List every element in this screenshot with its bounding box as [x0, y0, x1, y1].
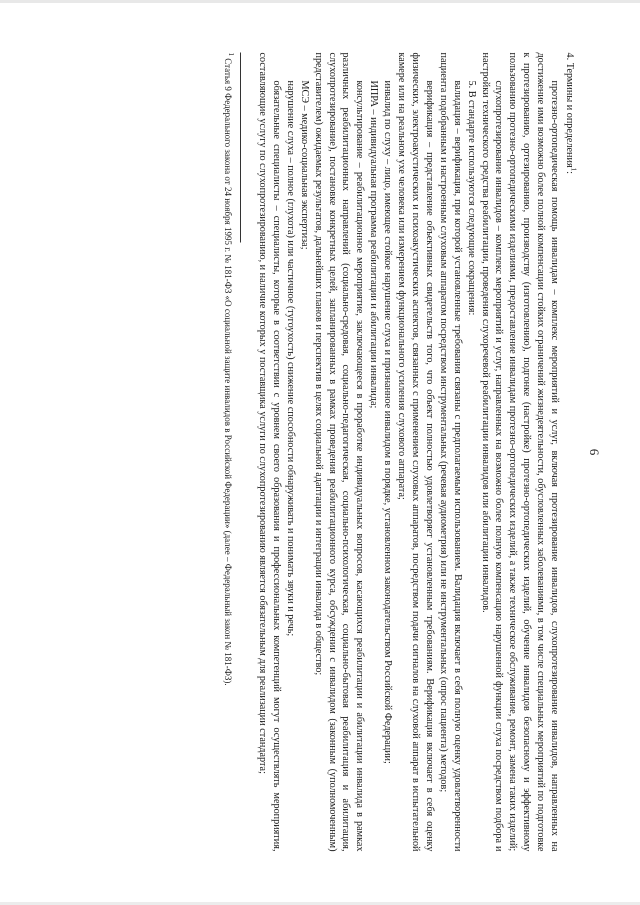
- document-body: [255, 53, 576, 852]
- footnote: [222, 53, 234, 852]
- page-number: 6: [587, 448, 602, 456]
- footnote-text: Статья 9 Федерального закона от 24 ноября 1995 г. № 181-ФЗ «О социальной защите инвалидов в Российской Федерации» (далее – Федеральный закон № 181-ФЗ).: [223, 56, 234, 686]
- definition-ipra: ИПРА – индивидуальная программа реабилитации и абилитации инвалида;: [368, 80, 380, 409]
- document-page: [30, 25, 610, 880]
- definition-hearing-disabled: инвалид по слуху – лицо, имеющее стойкое нарушение слуха и признанное инвалидом в порядке, установленном законодательством Российской Федерации;: [382, 80, 394, 764]
- section-heading: [562, 53, 576, 852]
- definition-hearing-prosthetics: слухопротезирование инвалидов – комплекс мероприятий и услуг, направленных на возможно более полную компенсацию нарушенной функции слуха посредством подбора и настройки технического средства реабилитации, проведения слухоречевой реабилитации инвалидов или абилитации инвалидов.: [479, 52, 505, 852]
- definition-mandatory-specialists: обязательные специалисты – специалисты, которые в соответствии с уровнем своего образования и профессиональных компетенций могут осуществлять мероприятия, составляющие услугу по слухопротезированию, и наличие которых у поставщика услуги по слухопротезированию является обязательным для реализации стандарта;: [257, 52, 282, 852]
- definition-counseling: консультирование – реабилитационное мероприятие, заключающееся в проработке индивидуальных вопросов, касающихся реабилитации и абилитации инвалида в рамках различных реабилитационных направлений (социально-средовая, социально-педагогическая, социально-психологическая, социально-бытовая реабилитация и абилитация, слухопротезирование), постановке конкретных целей, запланированных в рамках проведения реабилитационного курса, обсуждении с инвалидом (законным (уполномоченным) представителем) ожидаемых результатов, дальнейших планов и перспектив в целях социальной адаптации и интеграции инвалида в общество;: [312, 52, 366, 852]
- section-heading-colon: :: [564, 171, 575, 174]
- definition-verification: верификация – представление объективных свидетельств того, что объект полностью удовлетворяет установленным требованиям. Верификация включает в себя оценку физических, электроакустических и психоакустических аспектов, связанных с применением слуховых аппаратов, посредством подачи сигналов на слуховой аппарат в испытательной камере или на реальном ухе человека или измерением функционального усиления слухового аппарата;: [396, 52, 435, 852]
- footnote-divider: [240, 53, 241, 243]
- footnote-mark: 1: [227, 52, 236, 56]
- abbreviations-intro: 5. В стандарте используются следующие сокращения:: [465, 80, 477, 316]
- footnote-reference[interactable]: 1: [569, 167, 578, 172]
- definition-validation: валидация – верификация, при которой установленные требования связаны с предполагаемым использованием. Валидация включает в себя полную оценку удовлетворенности пациента подобранным и настроенным слуховым аппаратом посредством инструментальных (речевая аудиометрия) или не инструментальных (опрос пациента) методов;: [437, 52, 463, 852]
- definition-prosthetic-care: протезно-ортопедическая помощь инвалидам – комплекс мероприятий и услуг, включая протезирование инвалидов, слухопротезирование инвалидов, направленных на достижение ими возможно более полной компенсации стойких ограничений жизнедеятельности, обусловленных заболеваниями, в том числе специальных мероприятий по подготовке к протезированию, ортезированию, производству (изготовлению), подгонке (настройке) протезно-ортопедических изделий, обучение инвалидов безопасному и эффективному пользованию протезно-ортопедическими изделиями, предоставление инвалидам протезно-ортопедических изделий, а также техническое обслуживание, ремонт, замена таких изделий;: [507, 52, 561, 852]
- scan-edge-top: [0, 0, 640, 3]
- section-heading-text: 4. Термины и определения: [564, 52, 575, 168]
- definition-hearing-impairment: нарушение слуха – полное (глухота) или частичное (тугоухость) снижение способности обнаруживать и понимать звуки и речь;: [284, 80, 296, 637]
- definition-mse: МСЭ – медико-социальная экспертиза;: [298, 80, 310, 250]
